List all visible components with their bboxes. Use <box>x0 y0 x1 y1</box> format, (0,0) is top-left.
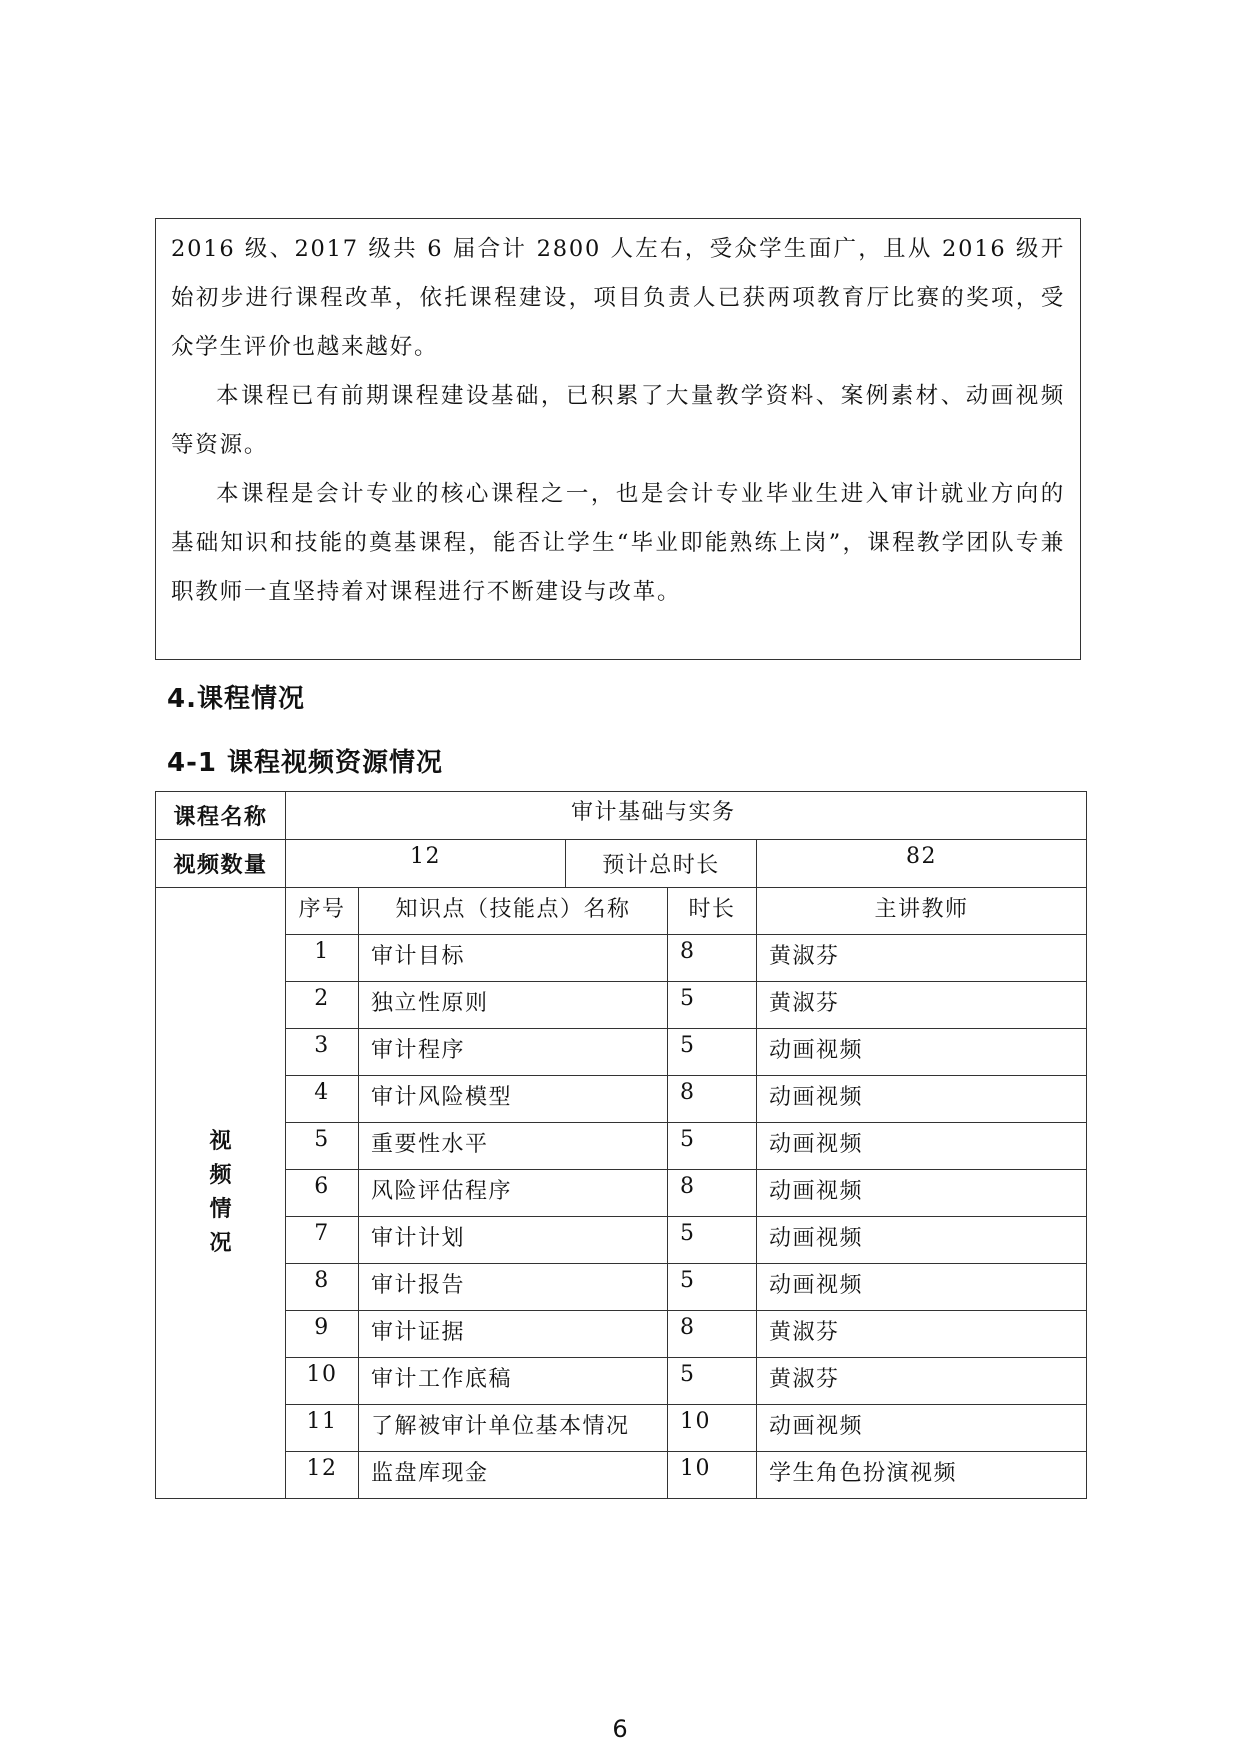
knowledge-point-name: 监盘库现金 <box>359 1452 668 1499</box>
video-count-label: 视频数量 <box>156 840 286 888</box>
video-status-label <box>156 888 286 1499</box>
column-header-name: 知识点（技能点）名称 <box>359 888 668 935</box>
knowledge-point-name: 审计风险模型 <box>359 1076 668 1123</box>
table-row <box>156 1217 1087 1264</box>
lecturer: 学生角色扮演视频 <box>757 1452 1087 1499</box>
knowledge-point-name: 审计工作底稿 <box>359 1358 668 1405</box>
video-duration: 5 <box>668 982 757 1029</box>
video-duration: 5 <box>668 1217 757 1264</box>
intro-paragraph-1: 2016 级、2017 级共 6 届合计 2800 人左右，受众学生面广，且从 2016 级开始初步进行课程改革，依托课程建设，项目负责人已获两项教育厅比赛的奖项，受众学生评价也越来越好。 <box>171 236 1065 360</box>
column-header-row <box>156 888 1087 935</box>
table-row <box>156 1311 1087 1358</box>
side-label-char: 视 <box>209 1129 232 1154</box>
knowledge-point-name: 审计计划 <box>359 1217 668 1264</box>
lecturer: 黄淑芬 <box>757 982 1087 1029</box>
lecturer: 黄淑芬 <box>757 935 1087 982</box>
video-count-row <box>156 840 1087 888</box>
column-header-teacher: 主讲教师 <box>757 888 1087 935</box>
section-heading: 4.课程情况 <box>167 684 305 714</box>
video-count-value: 12 <box>286 840 566 888</box>
row-number: 4 <box>286 1076 359 1123</box>
side-label-char: 况 <box>209 1231 232 1256</box>
lecturer: 动画视频 <box>757 1029 1087 1076</box>
lecturer: 动画视频 <box>757 1405 1087 1452</box>
row-number: 5 <box>286 1123 359 1170</box>
table-row <box>156 1029 1087 1076</box>
course-name-value: 审计基础与实务 <box>286 792 1087 840</box>
video-duration: 8 <box>668 1076 757 1123</box>
video-duration: 5 <box>668 1264 757 1311</box>
table-row <box>156 1076 1087 1123</box>
lecturer: 动画视频 <box>757 1264 1087 1311</box>
table-row <box>156 1358 1087 1405</box>
knowledge-point-name: 重要性水平 <box>359 1123 668 1170</box>
video-duration: 10 <box>668 1452 757 1499</box>
course-name-row <box>156 792 1087 840</box>
knowledge-point-name: 审计程序 <box>359 1029 668 1076</box>
course-name-label: 课程名称 <box>156 792 286 840</box>
lecturer: 黄淑芬 <box>757 1311 1087 1358</box>
video-duration: 8 <box>668 1311 757 1358</box>
row-number: 1 <box>286 935 359 982</box>
page-number: 6 <box>612 1715 628 1743</box>
row-number: 3 <box>286 1029 359 1076</box>
row-number: 2 <box>286 982 359 1029</box>
video-duration: 8 <box>668 1170 757 1217</box>
lecturer: 黄淑芬 <box>757 1358 1087 1405</box>
video-duration: 8 <box>668 935 757 982</box>
video-duration: 5 <box>668 1358 757 1405</box>
side-label-char: 频 <box>209 1163 232 1188</box>
row-number: 12 <box>286 1452 359 1499</box>
intro-paragraph-3: 本课程是会计专业的核心课程之一，也是会计专业毕业生进入审计就业方向的基础知识和技能的奠基课程，能否让学生“毕业即能熟练上岗”，课程教学团队专兼职教师一直坚持着对课程进行不断建设与改革。 <box>171 481 1065 605</box>
video-duration: 10 <box>668 1405 757 1452</box>
table-row <box>156 982 1087 1029</box>
row-number: 7 <box>286 1217 359 1264</box>
knowledge-point-name: 了解被审计单位基本情况 <box>359 1405 668 1452</box>
video-resource-table <box>155 791 1087 1499</box>
column-header-duration: 时长 <box>668 888 757 935</box>
row-number: 9 <box>286 1311 359 1358</box>
video-duration: 5 <box>668 1029 757 1076</box>
intro-text-box <box>155 218 1081 660</box>
total-duration-label: 预计总时长 <box>566 840 757 888</box>
total-duration-value: 82 <box>757 840 1087 888</box>
column-header-no: 序号 <box>286 888 359 935</box>
row-number: 11 <box>286 1405 359 1452</box>
knowledge-point-name: 审计证据 <box>359 1311 668 1358</box>
subsection-heading: 4-1 课程视频资源情况 <box>167 748 444 778</box>
knowledge-point-name: 审计目标 <box>359 935 668 982</box>
knowledge-point-name: 独立性原则 <box>359 982 668 1029</box>
table-row <box>156 1264 1087 1311</box>
table-row <box>156 1170 1087 1217</box>
lecturer: 动画视频 <box>757 1076 1087 1123</box>
table-row <box>156 1123 1087 1170</box>
side-label-char: 情 <box>209 1197 232 1222</box>
row-number: 10 <box>286 1358 359 1405</box>
video-duration: 5 <box>668 1123 757 1170</box>
table-row <box>156 1405 1087 1452</box>
row-number: 8 <box>286 1264 359 1311</box>
lecturer: 动画视频 <box>757 1170 1087 1217</box>
row-number: 6 <box>286 1170 359 1217</box>
intro-paragraph-2: 本课程已有前期课程建设基础，已积累了大量教学资料、案例素材、动画视频等资源。 <box>171 383 1065 458</box>
lecturer: 动画视频 <box>757 1123 1087 1170</box>
knowledge-point-name: 风险评估程序 <box>359 1170 668 1217</box>
knowledge-point-name: 审计报告 <box>359 1264 668 1311</box>
lecturer: 动画视频 <box>757 1217 1087 1264</box>
table-row <box>156 935 1087 982</box>
table-row <box>156 1452 1087 1499</box>
